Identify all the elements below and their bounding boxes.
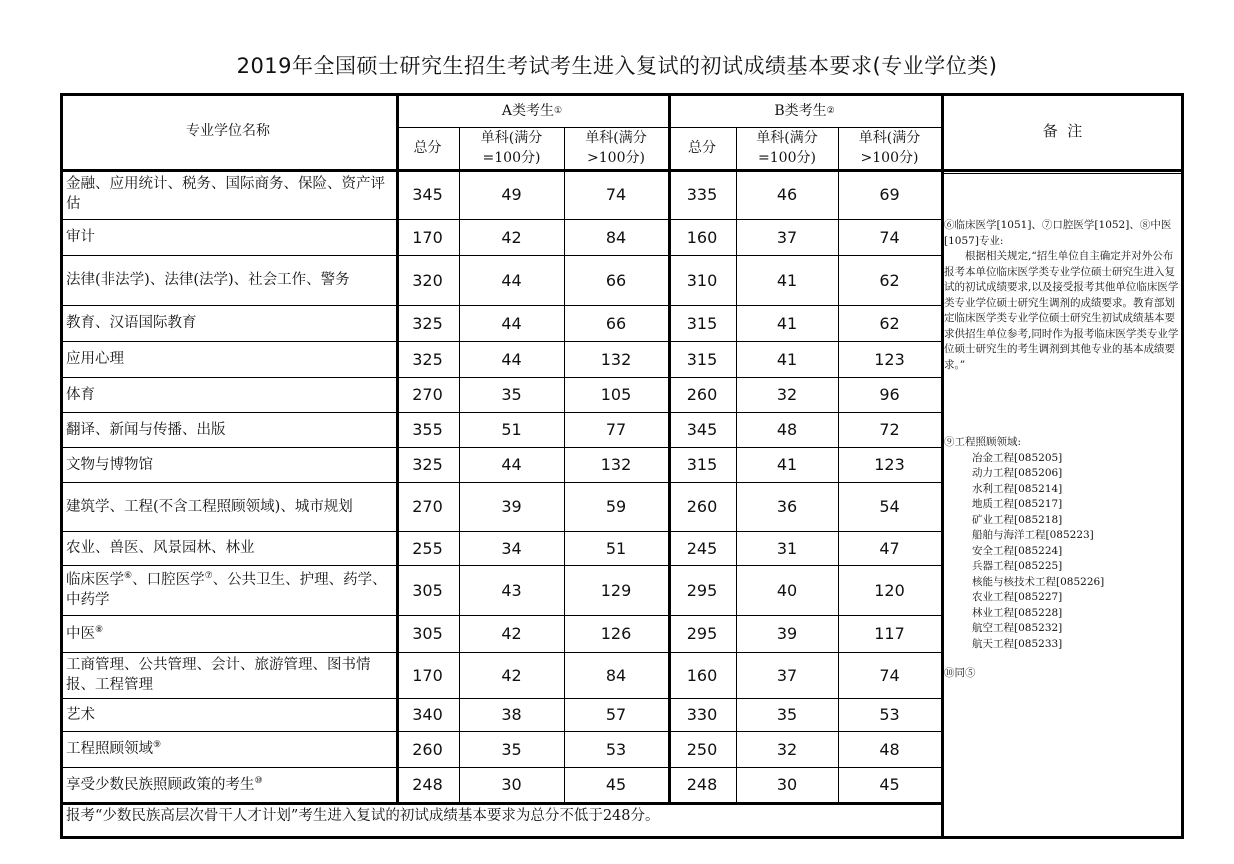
cell-a-total: 248: [412, 775, 443, 794]
row-name: [60, 219, 396, 255]
row-name: [60, 565, 396, 615]
remark-note2-item: 航天工程[085233]: [972, 637, 1063, 650]
cell-a-total: 260: [412, 739, 443, 759]
cell-a-single-gt100: 126: [600, 624, 632, 643]
header-a-single-100-line2: =100分): [482, 150, 541, 166]
table-rule: [60, 652, 941, 653]
row-name-text: 临床医学: [66, 572, 124, 588]
cell-b-total: 295: [686, 580, 718, 600]
cell-b-single-gt100: 53: [879, 705, 900, 724]
row-name: [60, 615, 396, 652]
cell-b-single-gt100: 117: [874, 624, 905, 643]
header-name-col: 专业学位名称: [186, 123, 270, 139]
cell-b-total: 245: [686, 538, 718, 558]
cell-b-single-gt100: 96: [879, 385, 900, 404]
cell-a-single-100: 35: [501, 385, 522, 404]
row-name-text: 体育: [66, 386, 95, 403]
cell-b-total: 315: [686, 349, 718, 369]
cell-a-single-100: 43: [501, 580, 522, 600]
cell-a-single-100: 38: [501, 705, 522, 724]
cell-a-single-gt100: 45: [605, 775, 627, 794]
table-rule: [60, 412, 941, 413]
row-name-text: 工商管理、公共管理、会计、旅游管理、图书情报、工程管理: [66, 657, 371, 693]
header-a-single-100: [459, 127, 564, 169]
table-rule: [60, 565, 941, 566]
header-b-single-gt100-line2: >100分): [860, 150, 919, 166]
cell-b-single-100: 37: [776, 665, 798, 685]
cell-a-single-100: 42: [501, 665, 522, 685]
cell-b-single-gt100: 123: [874, 455, 905, 474]
cell-a-single-gt100: 132: [600, 349, 632, 369]
cell-b-single-100: 41: [776, 349, 798, 369]
table-rule: [736, 127, 737, 802]
header-a-single-gt100-line1: 单科(满分: [585, 130, 647, 146]
table-rule: [564, 127, 565, 802]
remark-note2-item: 动力工程[085206]: [972, 467, 1063, 479]
table-rule: [60, 219, 941, 220]
cell-a-single-gt100: 132: [600, 455, 632, 474]
header-b-single-100: [736, 127, 838, 169]
cell-b-total: 250: [686, 739, 718, 759]
row-name: [60, 767, 396, 802]
remark-note2-item: 兵器工程[085225]: [972, 560, 1063, 572]
cell-b-total: 345: [686, 420, 718, 439]
cell-a-total: 340: [412, 705, 443, 724]
cell-a-single-gt100: 53: [605, 739, 627, 759]
cell-b-total: 160: [686, 227, 718, 247]
row-name: [60, 482, 396, 531]
row-name-text: 、公共卫生、护理、药学、中药学: [66, 572, 387, 608]
row-name: [60, 169, 396, 219]
cell-b-single-gt100: 54: [879, 497, 900, 516]
row-name: [60, 652, 396, 698]
row-name-text: 建筑学、工程(不含工程照顾领域)、城市规划: [66, 498, 353, 515]
cell-b-single-100: 48: [776, 420, 798, 439]
header-a-single-gt100: [564, 127, 668, 169]
row-name-mark: ⑩: [254, 775, 263, 786]
row-name-mark: ⑦: [204, 571, 213, 582]
remark-note2-item: 船舶与海洋工程[085223]: [972, 529, 1094, 541]
header-b-total: 总分: [688, 140, 716, 156]
remark-note1-head: ⑥临床医学[1051]、⑦口腔医学[1052]、⑧中医[1057]专业:: [944, 219, 1172, 247]
row-name-text: 审计: [66, 229, 95, 245]
cell-b-single-100: 41: [776, 270, 798, 290]
cell-a-single-gt100: 105: [600, 385, 632, 404]
table-rule: [60, 341, 941, 342]
cell-b-single-gt100: 74: [879, 665, 900, 685]
remark-note1-body: 根据相关规定,“招生单位自主确定并对外公布报考本单位临床医学类专业学位硕士研究生进入复试的初试成绩要求,以及接受报考其他单位临床医学类专业学位硕士研究生调剂的成绩要求。教育部划定临床医学类专业学位硕士研究生初试成绩基本要求供招生单位参考,同时作为报考临床医学类专业学位硕士研究生的考生调剂到其他专业的基本成绩要求。”: [944, 250, 1179, 371]
cell-a-total: 270: [412, 385, 443, 404]
row-name-text: 享受少数民族照顾政策的考生: [66, 776, 255, 793]
page-title: 2019年全国硕士研究生招生考试考生进入复试的初试成绩基本要求(专业学位类): [236, 54, 998, 78]
cell-a-single-100: 49: [501, 184, 522, 204]
cell-a-single-100: 44: [501, 349, 522, 369]
row-name-text: 中医: [66, 625, 95, 642]
row-name-text: 文物与博物馆: [66, 456, 153, 473]
row-name-mark: ⑥: [124, 571, 133, 582]
cell-a-total: 320: [412, 270, 443, 290]
table-rule: [60, 802, 941, 805]
cell-a-total: 325: [412, 349, 443, 369]
cell-b-single-gt100: 69: [879, 184, 900, 204]
header-b-single-100-line1: 单科(满分: [756, 130, 818, 146]
remark-note2-item: 农业工程[085227]: [972, 591, 1063, 603]
cell-a-single-gt100: 66: [605, 270, 627, 290]
remark-note2-item: 水利工程[085214]: [972, 482, 1063, 495]
remark-note2-item: 航空工程[085232]: [972, 622, 1063, 634]
row-name: [60, 341, 396, 377]
cell-b-total: 248: [686, 775, 718, 794]
cell-a-single-100: 34: [501, 538, 522, 558]
table-rule: [60, 169, 1184, 172]
header-group-a: A类考生 ①: [501, 103, 563, 119]
cell-a-total: 170: [412, 665, 443, 685]
cell-a-single-100: 42: [501, 624, 522, 643]
table-footnote: 报考“少数民族高层次骨干人才计划”考生进入复试的初试成绩基本要求为总分不低于248分。: [66, 808, 660, 824]
row-name: [60, 531, 396, 565]
row-name-text: 、口腔医学: [132, 572, 205, 588]
row-name: [60, 412, 396, 447]
cell-a-total: 170: [412, 227, 443, 247]
remark-note2-item: 冶金工程[085205]: [972, 451, 1063, 464]
cell-b-single-gt100: 45: [879, 775, 900, 794]
table-rule: [838, 127, 839, 802]
cell-a-single-gt100: 51: [605, 538, 627, 558]
row-name-text: 法律(非法学)、法律(法学)、社会工作、警务: [66, 272, 350, 288]
cell-b-single-gt100: 62: [879, 270, 900, 290]
remark-note2-item: 核能与核技术工程[085226]: [972, 575, 1105, 588]
cell-a-single-100: 42: [501, 227, 522, 247]
remark-note2: [944, 435, 1180, 652]
cell-b-single-gt100: 72: [879, 420, 900, 439]
cell-b-single-100: 36: [776, 497, 798, 516]
header-group-b-label: B类考生: [774, 103, 827, 119]
cell-a-total: 325: [412, 313, 443, 333]
header-group-a-label: A类考生: [501, 103, 555, 119]
table-rule: [60, 531, 941, 532]
cell-a-single-gt100: 129: [600, 580, 632, 600]
table-rule: [60, 482, 941, 483]
remark-note2-list: [944, 451, 1180, 653]
table-rule: [60, 377, 941, 378]
cell-a-total: 355: [412, 420, 443, 439]
cell-b-single-100: 31: [776, 538, 798, 558]
remark-note2-item: 矿业工程[085218]: [972, 513, 1063, 526]
table-rule: [60, 767, 941, 768]
row-name-text: 金融、应用统计、税务、国际商务、保险、资产评估: [66, 176, 385, 212]
table-rule: [60, 698, 941, 699]
cell-b-total: 160: [686, 665, 718, 685]
cell-b-single-gt100: 62: [879, 313, 900, 333]
row-name: [60, 447, 396, 482]
cell-a-total: 325: [412, 455, 443, 474]
header-group-b: B类考生 ②: [774, 103, 835, 119]
cell-a-total: 305: [412, 624, 443, 643]
table-rule: [60, 305, 941, 306]
cell-b-total: 330: [686, 705, 718, 724]
row-name-text: 教育、汉语国际教育: [66, 315, 197, 331]
row-name-text: 农业、兽医、风景园林、林业: [66, 540, 255, 556]
cell-b-single-gt100: 47: [879, 538, 900, 558]
remark-note2-head: ⑨工程照顾领域:: [944, 436, 1022, 448]
cell-b-single-100: 37: [776, 227, 798, 247]
row-name: [60, 377, 396, 412]
cell-a-single-gt100: 66: [605, 313, 627, 333]
row-name-mark: ⑧: [95, 624, 104, 635]
header-b-single-100-line2: =100分): [758, 150, 816, 166]
table-rule: [60, 255, 941, 256]
header-b-single-gt100-line1: 单科(满分: [858, 130, 921, 146]
cell-b-single-gt100: 48: [879, 739, 900, 759]
cell-b-single-100: 40: [776, 580, 798, 600]
row-name-mark: ⑨: [153, 740, 162, 751]
remark-note2-item: 安全工程[085224]: [972, 544, 1063, 557]
row-name-text: 翻译、新闻与传播、出版: [66, 421, 226, 438]
cell-b-single-100: 41: [776, 455, 798, 474]
cell-a-single-gt100: 77: [605, 420, 627, 439]
cell-a-total: 255: [412, 538, 443, 558]
table-rule: [941, 173, 1184, 174]
cell-a-single-gt100: 59: [605, 497, 627, 516]
cell-b-total: 335: [686, 184, 718, 204]
header-a-single-gt100-line2: >100分): [587, 150, 645, 166]
table-rule: [941, 93, 944, 839]
cell-a-single-100: 30: [501, 775, 522, 794]
cell-b-single-gt100: 120: [874, 580, 905, 600]
cell-a-single-100: 35: [501, 739, 522, 759]
row-name: [60, 698, 396, 731]
cell-a-single-100: 44: [501, 455, 522, 474]
remark-note3: ⑩同⑤: [944, 667, 976, 679]
cell-b-single-gt100: 123: [874, 349, 905, 369]
cell-b-total: 315: [686, 455, 718, 474]
row-name: [60, 255, 396, 305]
cell-b-single-100: 35: [776, 705, 798, 724]
cell-a-total: 345: [412, 184, 443, 204]
cell-b-single-100: 39: [776, 624, 798, 643]
cell-b-total: 310: [686, 270, 718, 290]
score-table: [60, 93, 1184, 839]
table-rule: [60, 731, 941, 732]
cell-a-single-100: 51: [501, 420, 522, 439]
cell-b-total: 260: [686, 385, 718, 404]
cell-a-single-gt100: 84: [605, 665, 627, 685]
header-b-single-gt100: [838, 127, 941, 169]
table-rule: [459, 127, 460, 802]
cell-a-single-100: 39: [501, 497, 522, 516]
cell-a-total: 270: [412, 497, 443, 516]
table-rule: [60, 447, 941, 448]
cell-b-single-100: 32: [776, 739, 798, 759]
row-name-text: 应用心理: [66, 351, 124, 367]
row-name: [60, 731, 396, 767]
remark-note2-item: 林业工程[085228]: [972, 606, 1063, 619]
cell-a-single-gt100: 57: [605, 705, 627, 724]
cell-b-single-100: 32: [776, 385, 798, 404]
cell-a-single-100: 44: [501, 313, 522, 333]
row-name: [60, 305, 396, 341]
cell-a-single-gt100: 74: [605, 184, 627, 204]
cell-b-single-100: 41: [776, 313, 798, 333]
header-a-single-100-line1: 单科(满分: [480, 130, 543, 146]
header-a-total: 总分: [413, 140, 442, 156]
cell-b-single-gt100: 74: [879, 227, 900, 247]
cell-a-single-100: 44: [501, 270, 522, 290]
cell-b-total: 295: [686, 624, 718, 643]
cell-b-total: 315: [686, 313, 718, 333]
row-name-text: 艺术: [66, 706, 95, 723]
table-rule: [60, 615, 941, 616]
remark-note1: [944, 218, 1180, 373]
row-name-text: 工程照顾领域: [66, 741, 153, 757]
cell-b-single-100: 46: [776, 184, 798, 204]
cell-b-total: 260: [686, 497, 718, 516]
remark-note2-item: 地质工程[085217]: [972, 498, 1063, 510]
cell-a-single-gt100: 84: [605, 227, 627, 247]
cell-a-total: 305: [412, 580, 443, 600]
cell-b-single-100: 30: [776, 775, 798, 794]
header-remarks: 备 注: [1042, 122, 1083, 140]
